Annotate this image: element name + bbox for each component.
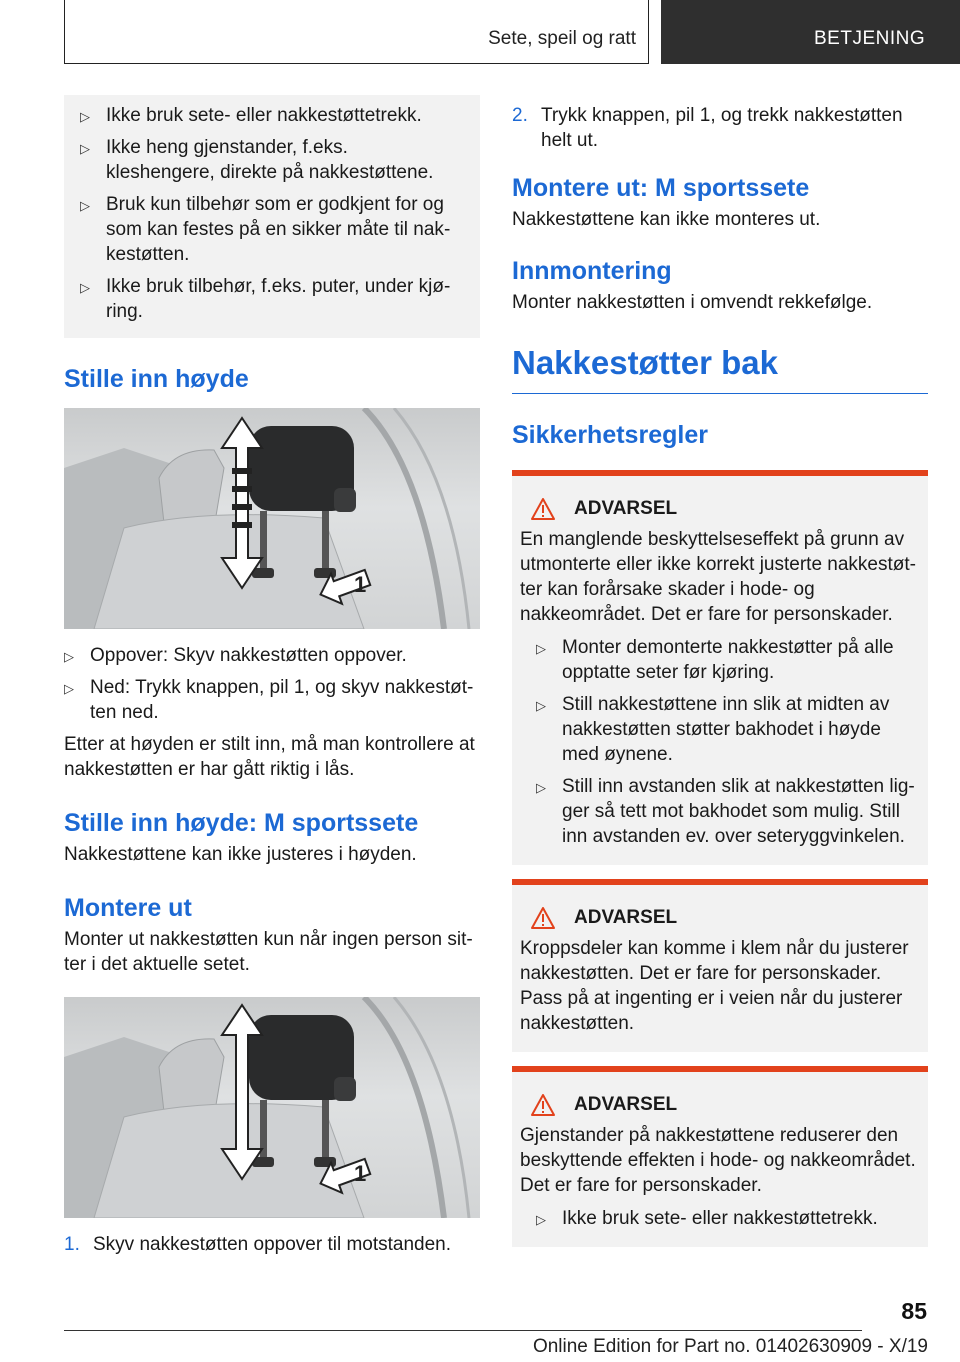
install-paragraph: Monter nakkestøtten i omvendt rekkefølge. <box>512 292 873 313</box>
list-item: 2. Trykk knappen, pil 1, og trekk nakkestøtten helt ut. <box>512 105 903 151</box>
heading-rear-headrests: Nakkestøtter bak <box>512 343 928 394</box>
figure-callout-1: 1 <box>354 572 367 597</box>
heading-height-adjust: Stille inn høyde <box>64 365 249 393</box>
removal-steps-left <box>64 1232 480 1257</box>
list-item: ▷ Ikke bruk sete- eller nakkestøttetrekk. <box>536 1206 920 1231</box>
warning-list <box>520 635 920 849</box>
removal-steps-right <box>512 103 928 153</box>
left-column <box>64 95 480 1264</box>
bullet-triangle-icon: ▷ <box>64 681 74 696</box>
headrest-removal-figure <box>64 997 480 1218</box>
list-item: ▷ Still inn avstanden slik at nakkestøtten ligger så tett mot bakhodet som mulig. Still inn avstanden ev. over seteryggvinkelen. <box>536 776 915 847</box>
warning-title: ADVARSEL <box>520 905 920 930</box>
list-item: ▷ Oppover: Skyv nakkestøtten oppover. <box>64 643 480 668</box>
height-paragraph: Etter at høyden er stilt inn, må man kontrollere at nakkestøtten er har gått riktig i lås. <box>64 734 475 780</box>
warning-title: ADVARSEL <box>520 496 920 521</box>
warning-box <box>512 879 928 1052</box>
list-item: ▷ Bruk kun tilbehør som er godkjent for og som kan festes på en sikker måte til nakkestøtten. <box>80 194 451 265</box>
list-item: ▷ Monter demonterte nakkestøtter på alle opptatte seter før kjøring. <box>536 637 894 683</box>
list-item: 1. Skyv nakkestøtten oppover til motstanden. <box>64 1234 452 1255</box>
note-box <box>64 95 480 338</box>
list-item: ▷ Ned: Trykk knappen, pil 1, og skyv nakkestøtten ned. <box>64 677 474 723</box>
headrest-height-figure <box>64 408 480 629</box>
header-chapter-title: BETJENING <box>814 28 926 49</box>
edition-footer: Online Edition for Part no. 01402630909 - X/19 <box>532 1336 928 1357</box>
bullet-triangle-icon: ▷ <box>536 780 546 795</box>
note-list <box>80 103 460 324</box>
bullet-triangle-icon: ▷ <box>80 141 90 156</box>
list-item: ▷ Ikke bruk tilbehør, f.eks. puter, under kjøring. <box>80 276 451 322</box>
removal-paragraph: Monter ut nakkestøtten kun når ingen person sitter i det aktuelle setet. <box>64 929 473 975</box>
bullet-triangle-icon: ▷ <box>536 1212 546 1227</box>
page-number: 85 <box>901 1298 927 1324</box>
heading-sport-height: Stille inn høyde: M sportssete <box>64 809 419 837</box>
warning-text: Gjenstander på nakkestøttene reduserer den beskyttende effekten i hode- og nakkeområdet. Det er fare for personskader. <box>520 1125 916 1196</box>
headrest-removal-illustration <box>64 997 480 1218</box>
figure-callout-1: 1 <box>354 1161 367 1186</box>
bullet-triangle-icon: ▷ <box>536 641 546 656</box>
warning-triangle-icon <box>530 1093 556 1117</box>
warning-box <box>512 1066 928 1247</box>
warning-list <box>520 1206 920 1231</box>
right-column <box>512 95 928 1247</box>
sport-removal-paragraph: Nakkestøttene kan ikke monteres ut. <box>512 209 821 230</box>
sport-height-paragraph: Nakkestøttene kan ikke justeres i høyden. <box>64 844 417 865</box>
warning-text: En manglende beskyttelseseffekt på grunn av utmonterte eller ikke korrekt justerte nakkestøtter kan forårsake skader i hode- og nakkeområdet. Det er fare for personskader. <box>520 529 916 625</box>
bullet-triangle-icon: ▷ <box>64 649 74 664</box>
warning-text: Kroppsdeler kan komme i klem når du justerer nakkestøtten. Det er fare for personskader. Pass på at ingenting er i veien når du justerer nakkestøtten. <box>520 938 909 1034</box>
bullet-triangle-icon: ▷ <box>80 280 90 295</box>
list-item: ▷ Ikke heng gjenstander, f.eks. kleshengere, direkte på nakkestøttene. <box>80 137 434 183</box>
headrest-illustration <box>64 408 480 629</box>
list-item: ▷ Still nakkestøttene inn slik at midten av nakkestøtten støtter bakhodet i høyde med øynene. <box>536 694 890 765</box>
bullet-triangle-icon: ▷ <box>80 109 90 124</box>
heading-safety: Sikkerhetsregler <box>512 421 708 449</box>
heading-install: Innmontering <box>512 257 672 285</box>
heading-sport-removal: Montere ut: M sportssete <box>512 174 810 202</box>
bullet-triangle-icon: ▷ <box>80 198 90 213</box>
bullet-triangle-icon: ▷ <box>536 698 546 713</box>
heading-removal: Montere ut <box>64 894 192 922</box>
header-chapter-tab <box>661 0 960 64</box>
footer-divider <box>64 1330 862 1331</box>
warning-triangle-icon <box>530 906 556 930</box>
warning-box <box>512 470 928 865</box>
warning-title: ADVARSEL <box>520 1092 920 1117</box>
header-section-title: Sete, speil og ratt <box>488 28 636 49</box>
height-list <box>64 643 480 725</box>
header-section-tab <box>64 0 649 64</box>
warning-triangle-icon <box>530 497 556 521</box>
list-item: ▷ Ikke bruk sete- eller nakkestøttetrekk. <box>80 103 460 128</box>
